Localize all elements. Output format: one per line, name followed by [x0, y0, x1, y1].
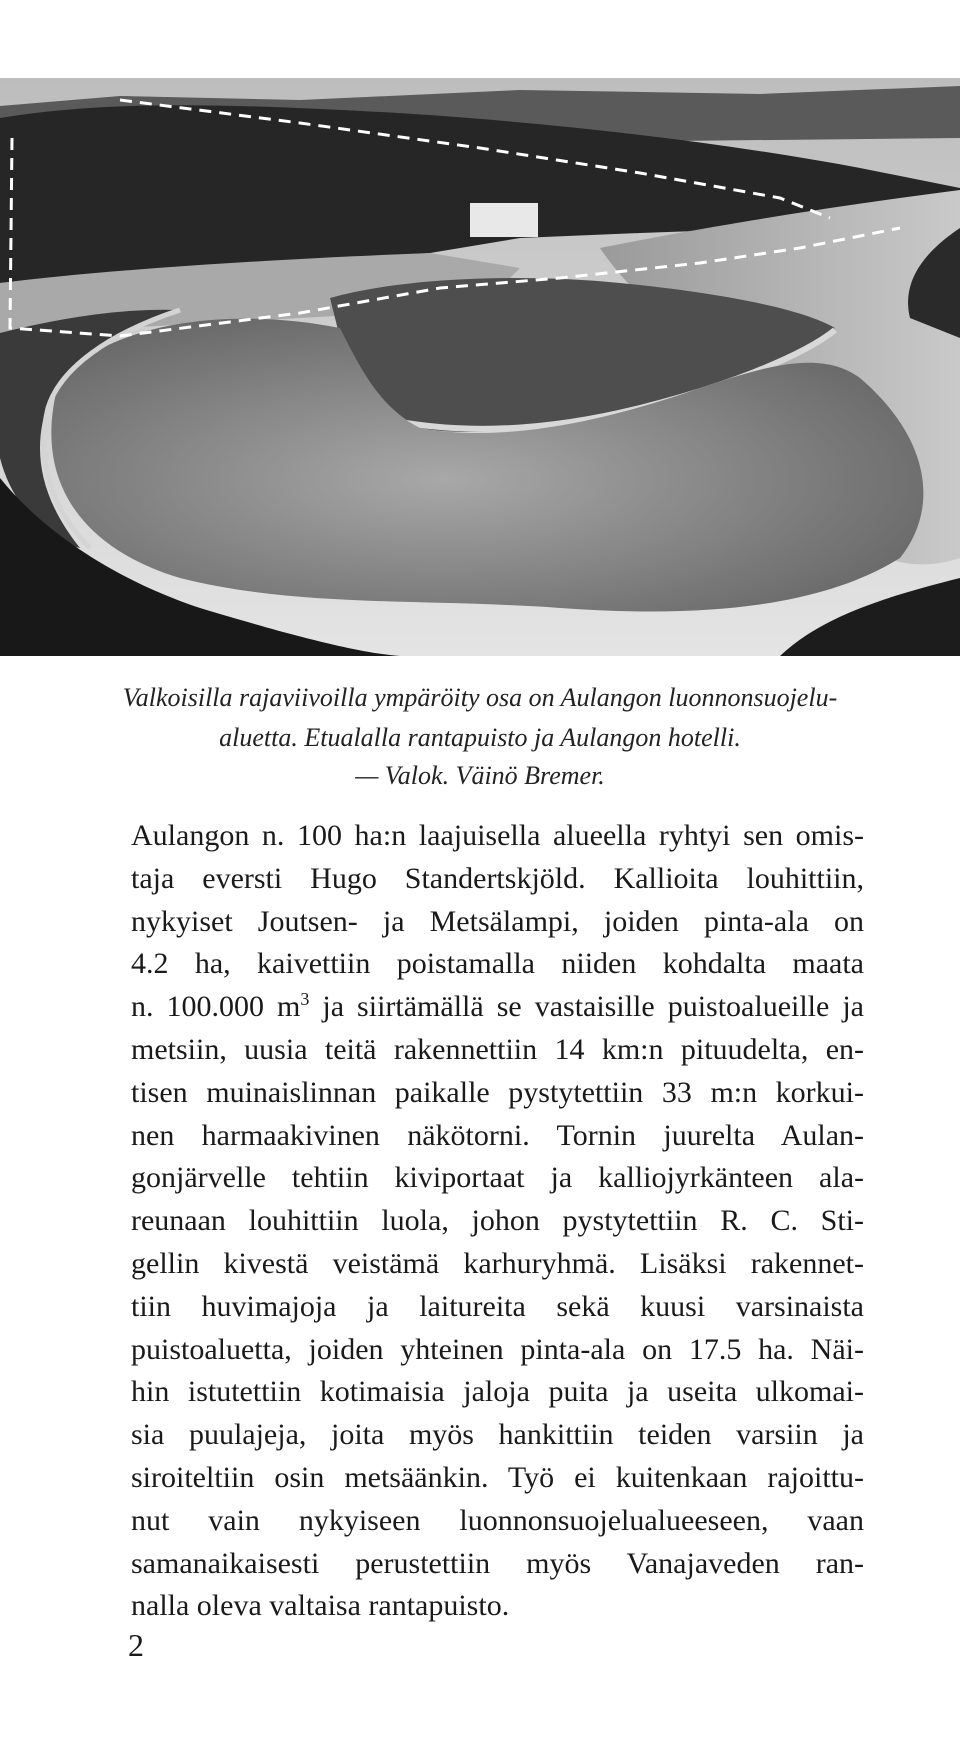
text-line: gellin kivestä veistämä karhuryhmä. Lisäksi rakennet- — [131, 1246, 864, 1280]
text-line: samanaikaisesti perustettiin myös Vanajaveden ran- — [131, 1546, 864, 1580]
text-line: hin istutettiin kotimaisia jaloja puita ja useita ulkomai- — [131, 1375, 864, 1409]
text-line: Aulangon n. 100 ha:n laajuisella alueella ryhtyi sen omis- — [131, 819, 864, 852]
text-line: nut vain nykyiseen luonnonsuojelualueeseen, vaan — [131, 1503, 864, 1537]
text-line-start: n. 100.000 m — [131, 990, 301, 1024]
text-line: tisen muinaislinnan paikalle pystytettiin 33 m:n korkui- — [131, 1075, 864, 1109]
text-line: 4.2 ha, kaivettiin poistamalla niiden kohdalta maata — [131, 947, 864, 981]
superscript: 3 — [300, 989, 310, 1010]
text-line: nalla oleva valtaisa rantapuisto. — [131, 1589, 510, 1623]
text-line-end: ja siirtämällä se vastaisille puistoalueille ja — [309, 990, 864, 1024]
text-line: nykyiset Joutsen- ja Metsälampi, joiden pinta-ala on — [131, 904, 864, 938]
text-line: taja eversti Hugo Standertskjöld. Kallioita louhittiin, — [131, 861, 864, 895]
text-line: nen harmaakivinen näkötorni. Tornin juurelta Aulan- — [131, 1118, 864, 1152]
text-line: sia puulajeja, joita myös hankittiin teiden varsiin ja — [131, 1418, 864, 1452]
text-line: tiin huvimajoja ja laitureita sekä kuusi varsinaista — [131, 1289, 864, 1323]
photo-caption-line-1: Valkoisilla rajaviivoilla ympäröity osa on Aulangon luonnonsuojelu- — [122, 683, 838, 712]
text-line: siroiteltiin osin metsäänkin. Työ ei kuitenkaan rajoittu- — [131, 1460, 864, 1494]
photo-credit: — Valok. Väinö Bremer. — [355, 761, 605, 790]
text-line: puistoaluetta, joiden yhteinen pinta-ala on 17.5 ha. Näi- — [131, 1332, 864, 1366]
text-line: metsiin, uusia teitä rakennettiin 14 km:n pituudelta, en- — [131, 1032, 864, 1066]
text-line: reunaan louhittiin luola, johon pystytettiin R. C. Sti- — [131, 1204, 864, 1238]
aerial-photo — [0, 78, 960, 656]
text-line: gonjärvelle tehtiin kiviportaat ja kalliojyrkänteen ala- — [131, 1161, 864, 1195]
photo-caption-line-2: aluetta. Etualalla rantapuisto ja Aulangon hotelli. — [219, 723, 741, 752]
text-line — [131, 986, 864, 1029]
hotel-building — [470, 203, 538, 237]
body-paragraph — [131, 815, 864, 1628]
page-number: 2 — [128, 1627, 144, 1663]
